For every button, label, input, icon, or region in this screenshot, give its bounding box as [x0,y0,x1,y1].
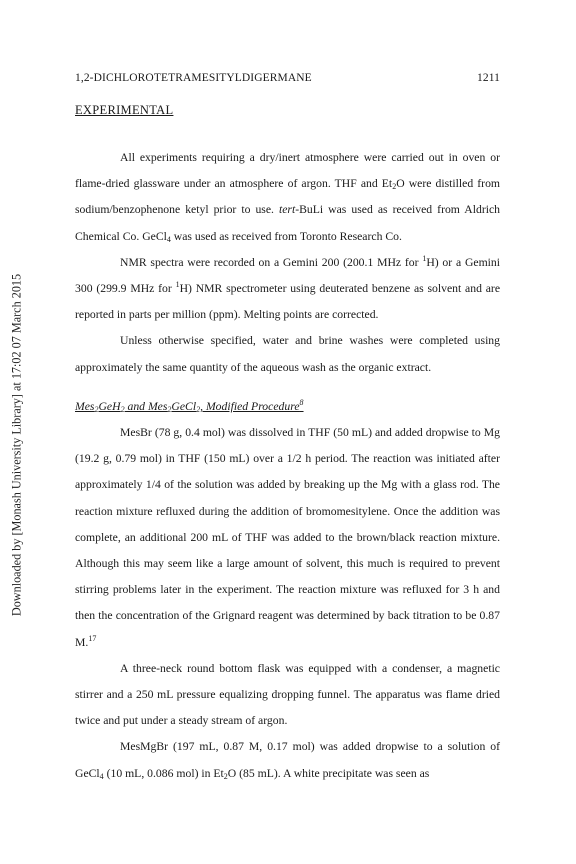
superscript: 1 [175,280,180,290]
text-run: H) NMR spectrometer using deuterated benzene as solvent and are reported in parts per million (ppm). Melting points are corrected. [75,282,501,322]
download-notice [2,250,32,640]
italic-run: tert [278,203,296,217]
text-run: (10 mL, 0.086 mol) in Et [103,766,224,780]
paragraph-washes: Unless otherwise specified, water and brine washes were completed using approximately the same quantity of the aqueous wash as the organic extract. [75,334,500,374]
text-run: NMR spectra were recorded on a Gemini 200 (200.1 MHz for [120,255,423,269]
text-run: , Modified Procedure [200,399,300,413]
paragraph-general-methods [75,145,500,250]
text-run: was used as received from Toronto Research Co. [170,229,402,243]
text-run: O were distilled from sodium/benzophenone ketyl prior to use. [75,177,501,217]
text-run: MesBr (78 g, 0.4 mol) was dissolved in THF (50 mL) and added dropwise to Mg (19.2 g, 0.79 mol) in THF (150 mL) over a 1/2 h period. The reaction was initiated after approximately 1/4 of the solution was added by breaking up the Mg with a glass rod. The reaction mixture refluxed during the addition of bromomesitylene. Once the addition was complete, an additional 200 mL of THF was added to the brown/black reaction mixture. Although this may seem like a large amount of solvent, this much is required to prevent stirring problems later in the experiment. The reaction mixture was refluxed for 3 h and then the concentration of the Grignard reagent was determined by back titration to be 0.87 M. [75,426,500,649]
subscript: 4 [99,771,104,781]
subscript: 2 [120,404,125,414]
running-title: 1,2-DICHLOROTETRAMESITYLDIGERMANE [75,72,312,84]
text-run: O (85 mL). A white precipitate was seen as [227,766,430,780]
text-run: GeH [98,399,121,413]
subscript: 2 [196,404,201,414]
subscript: 4 [166,234,171,244]
subscript: 2 [223,771,228,781]
page-header [75,72,500,84]
section-title: EXPERIMENTAL [75,103,174,117]
superscript: 1 [422,253,427,263]
text-run: H) or a Gemini 300 (299.9 MHz for [75,255,500,296]
paragraph-nmr [75,250,500,329]
subscript: 2 [94,404,99,414]
procedure-subheading [75,394,500,420]
text-run: All experiments requiring a dry/inert atmosphere were carried out in oven or flame-dried glassware under an atmosphere of argon. THF and Et [75,151,500,191]
subscript: 2 [392,182,397,192]
subscript: 2 [167,404,172,414]
page-number: 1211 [477,72,500,84]
paragraph-apparatus: A three-neck round bottom flask was equipped with a condenser, a magnetic stirrer and a 250 mL pressure equalizing dropping funnel. The apparatus was flame dried twice and put under a steady stream of argon. [75,661,500,728]
paragraph-addition [75,734,500,786]
text-run: and Mes [124,399,168,413]
text-run: Mes [75,399,95,413]
superscript: 17 [88,633,97,643]
body-text [75,145,500,787]
superscript: 8 [299,397,304,407]
text-run: GeCl [171,399,197,413]
text-run: -BuLi was used as received from Aldrich Chemical Co. GeCl [75,203,500,243]
text-run: MesMgBr (197 mL, 0.87 M, 0.17 mol) was added dropwise to a solution of GeCl [75,740,500,780]
download-notice-text: Downloaded by [Monash University Library] at 17:02 07 March 2015 [9,273,24,617]
paragraph-grignard [75,420,500,656]
